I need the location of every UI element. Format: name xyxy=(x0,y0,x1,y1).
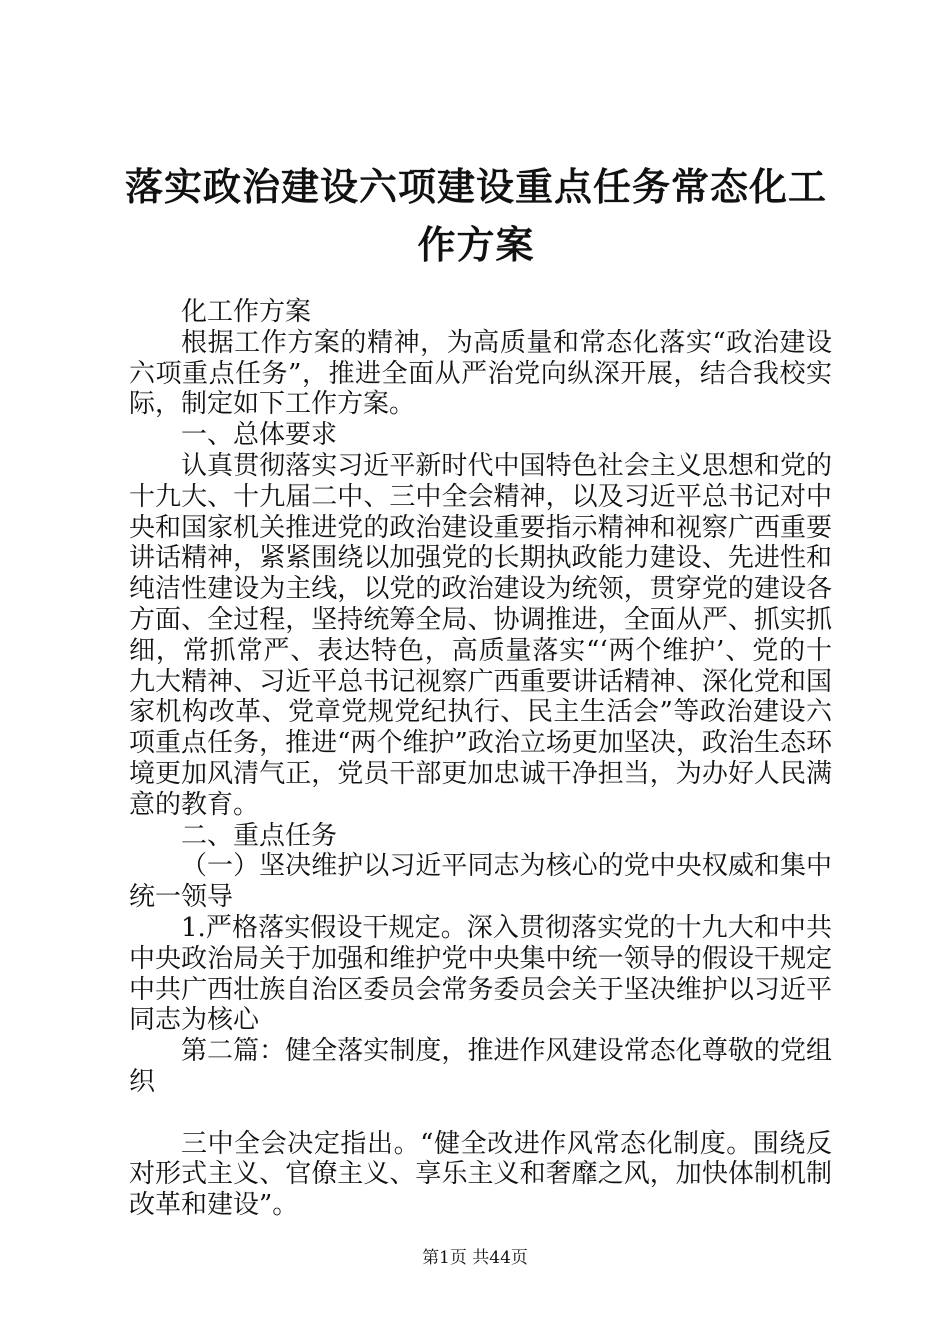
chapter-heading: 第二篇：健全落实制度，推进作风建设常态化尊敬的党组织 xyxy=(129,1036,832,1097)
paragraph: 根据工作方案的精神，为高质量和常态化落实“政治建设六项重点任务”，推进全面从严治党向纵深开展，结合我校实际，制定如下工作方案。 xyxy=(129,327,832,420)
subsection-heading: （一）坚决维护以习近平同志为核心的党中央权威和集中统一领导 xyxy=(129,851,832,913)
blank-line xyxy=(129,1098,832,1129)
paragraph: 认真贯彻落实习近平新时代中国特色社会主义思想和党的十九大、十九届二中、三中全会精神，以及习近平总书记对中央和国家机关推进党的政治建设重要指示精神和视察广西重要讲话精神，紧紧围绕以加强党的长期执政能力建设、先进性和纯洁性建设为主线，以党的政治建设为统领，贯穿党的建设各方面、全过程，坚持统筹全局、协调推进，全面从严、抓实抓细，常抓常严、表达特色，高质量落实“‘两个维护’、党的十九大精神、习近平总书记视察广西重要讲话精神、深化党和国家机构改革、党章党规党纪执行、民主生活会”等政治建设六项重点任务，推进“两个维护”政治立场更加坚决，政治生态环境更加风清气正，党员干部更加忠诚干净担当，为办好人民满意的教育。 xyxy=(129,450,832,820)
document-title: 落实政治建设六项建设重点任务常态化工作方案 xyxy=(124,164,827,267)
section-heading: 二、重点任务 xyxy=(181,820,338,851)
paragraph: 化工作方案 xyxy=(181,297,312,327)
section-heading: 一、总体要求 xyxy=(181,420,338,451)
page-number: 第1页 共44页 xyxy=(422,1248,528,1268)
paragraph: 1.严格落实假设干规定。深入贯彻落实党的十九大和中共中央政治局关于加强和维护党中央集中统一领导的假设干规定中共广西壮族自治区委员会常务委员会关于坚决维护以习近平同志为核心 xyxy=(129,912,832,1036)
paragraph: 三中全会决定指出。“健全改进作风常态化制度。围绕反对形式主义、官僚主义、享乐主义和奢靡之风，加快体制机制改革和建设”。 xyxy=(129,1128,832,1221)
document-body xyxy=(129,297,832,1221)
